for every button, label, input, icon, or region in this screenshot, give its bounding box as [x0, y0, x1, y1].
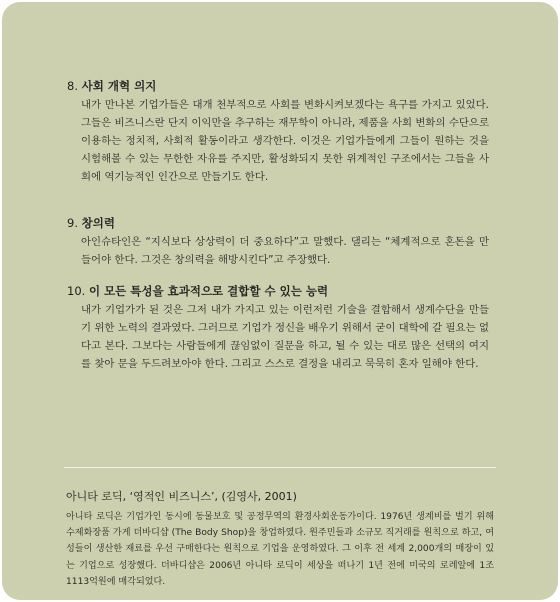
section-number: 9. — [67, 216, 78, 230]
content-card — [2, 2, 558, 600]
section-title: 사회 개혁 의지 — [81, 79, 157, 93]
section-number: 8. — [67, 79, 78, 93]
section-title: 이 모든 특성을 효과적으로 결합할 수 있는 능력 — [88, 284, 329, 298]
section-9-body: 아인슈타인은 “지식보다 상상력이 더 중요하다”고 말했다. 댈리는 “체계적으로 혼돈을 만들어야 한다. 그것은 창의력을 해방시킨다”고 주장했다. — [81, 236, 489, 266]
bio-heading: 아니타 로딕, ‘영적인 비즈니스’, (김영사, 2001) — [66, 490, 297, 503]
section-10-body: 내가 기업가가 된 것은 그저 내가 가지고 있는 이런저런 기술을 결합해서 생계수단을 만들기 위한 노력의 결과였다. 그러므로 기업가 정신을 배우기 위해서 굳이 대학에 갈 필요는 없다고 본다. 그보다는 사람들에게 끊임없이 질문을 하고, 될 수 있는 대로 많은 선택의 여지를 찾아 문을 두드려보아야 한다. 그리고 스스로 결정을 내리고 묵묵히 혼자 일해야 한다. — [81, 304, 489, 370]
section-8-body: 내가 만나본 기업가들은 대개 천부적으로 사회를 변화시켜보겠다는 욕구를 가지고 있었다. 그들은 비즈니스란 단지 이익만을 추구하는 재무학이 아니라, 제품을 사회 변화의 수단으로 이용하는 정치적, 사회적 활동이라고 생각한다. 이것은 기업가들에게 그들이 원하는 것을 시험해볼 수 있는 무한한 자유를 주지만, 활성화되지 못한 위계적인 구조에서는 그들을 사회에 역기능적인 인간으로 만들기도 한다. — [81, 99, 489, 183]
divider — [64, 467, 496, 468]
section-10-heading — [67, 284, 328, 298]
bio-text: 아니타 로딕은 기업가인 동시에 동물보호 및 공정무역의 환경사회운동가이다. 1976년 생계비를 벌기 위해 수제화장품 가게 더바디샵 (The Body Shop)을 창업하였다. 원주민들과 소규모 직거래를 원칙으로 하고, 여성들이 생산한 재료를 우선 구매한다는 원칙으로 기업을 운영하였다. 그 이후 전 세계 2,000개의 매장이 있는 기업으로 성장했다. 더바디샵은 2006년 아니타 로딕이 세상을 떠나기 1년 전에 미국의 로레알에 1조 1113억원에 매각되었다. — [66, 512, 494, 587]
section-8-heading — [67, 79, 156, 93]
section-number: 10. — [67, 284, 86, 298]
section-9-heading — [67, 216, 115, 230]
section-title: 창의력 — [81, 216, 115, 230]
